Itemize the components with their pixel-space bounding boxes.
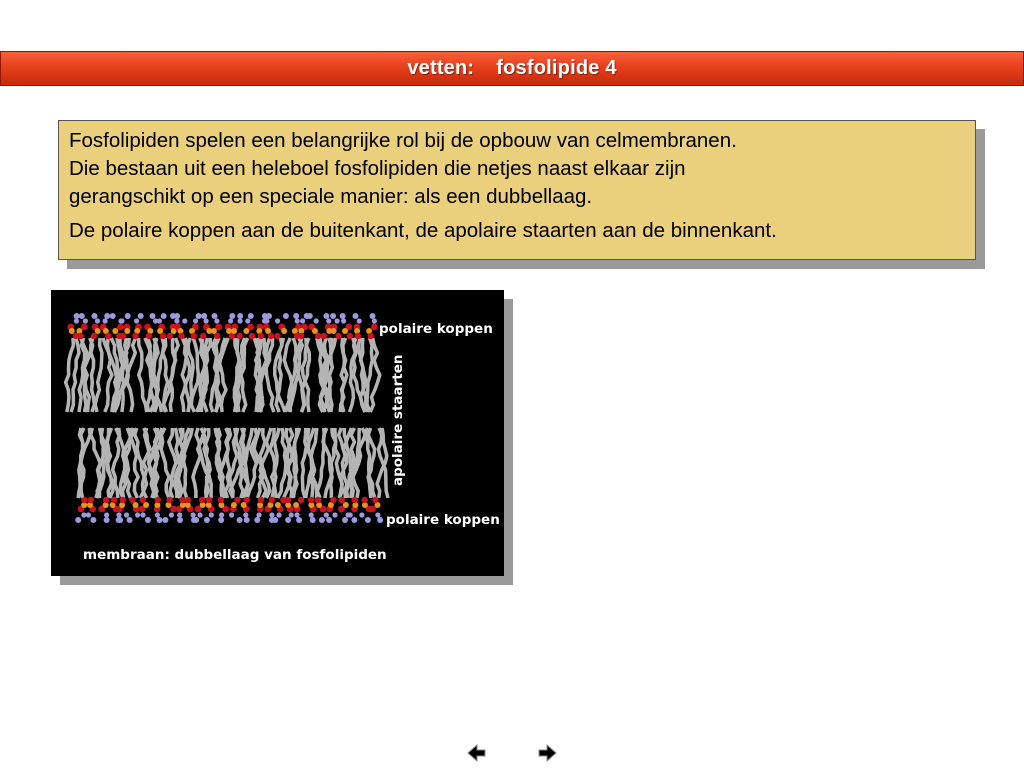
paragraph-1 (69, 127, 967, 211)
membrane-illustration (51, 290, 504, 576)
title-topic: vetten: (407, 57, 475, 79)
next-slide-button[interactable] (536, 742, 558, 764)
previous-slide-button[interactable] (466, 742, 488, 764)
paragraph-2: De polaire koppen aan de buitenkant, de apolaire staarten aan de binnenkant. (69, 219, 777, 242)
arrow-left-icon (466, 742, 488, 764)
membrane-image (51, 290, 504, 576)
arrow-right-icon (536, 742, 558, 764)
label-polar-heads-top: polaire koppen (379, 321, 493, 337)
label-apolar-tails: apolaire staarten (390, 354, 406, 486)
slide-title-bar (0, 51, 1024, 86)
paragraph-1-line-2: Die bestaan uit een heleboel fosfolipiden die netjes naast elkaar zijn (69, 157, 686, 180)
slide-title (407, 57, 616, 80)
paragraph-1-line-3: gerangschikt op een speciale manier: als een dubbellaag. (69, 185, 593, 208)
title-subtopic: fosfolipide 4 (496, 57, 617, 79)
explanation-box (58, 120, 976, 260)
image-caption: membraan: dubbellaag van fosfolipiden (83, 547, 387, 563)
apolar-tails (66, 338, 388, 498)
label-polar-heads-bottom: polaire koppen (386, 512, 500, 528)
paragraph-1-line-1: Fosfolipiden spelen een belangrijke rol bij de opbouw van celmembranen. (69, 129, 737, 152)
